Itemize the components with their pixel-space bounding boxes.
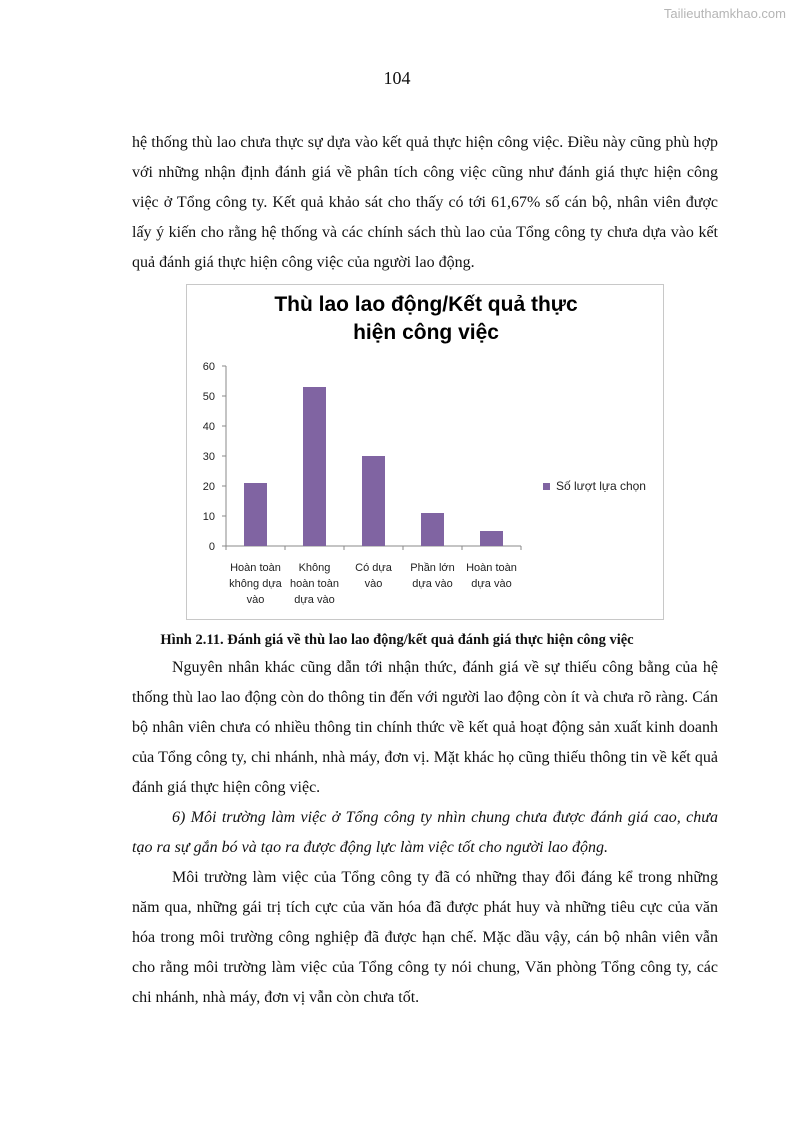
bar: [303, 387, 326, 546]
page-number: 104: [383, 68, 411, 88]
paragraph-environment: Môi trường làm việc của Tổng công ty đã có những thay đổi đáng kể trong những năm qua, những gái trị tích cực của văn hóa đã được phát huy và những tiêu cực của văn hóa trong môi trường công nghiệp đã được hạn chế. Mặc dầu vậy, cán bộ nhân viên vẫn cho rằng môi trường làm việc của Tổng công ty nói chung, Văn phòng Tổng công ty, các chi nhánh, nhà máy, đơn vị vẫn còn chưa tốt.: [132, 869, 718, 1006]
x-tick-label: vào: [246, 594, 265, 606]
y-tick-label: 50: [202, 391, 215, 403]
legend-swatch: [543, 483, 550, 490]
paragraph-intro: hệ thống thù lao chưa thực sự dựa vào kết quả thực hiện công việc. Điều này cũng phù hợp với những nhận định đánh giá về phân tích công việc cũng như đánh giá thực hiện công việc ở Tổng công ty. Kết quả khảo sát cho thấy có tới 61,67% số cán bộ, nhân viên được lấy ý kiến cho rằng hệ thống và các chính sách thù lao của Tổng công ty chưa dựa vào kết quả đánh giá thực hiện công việc của người lao động.: [132, 134, 718, 271]
x-tick-label: Hoàn toàn: [466, 562, 517, 574]
chart-plot: [187, 285, 665, 621]
x-tick-label: hoàn toàn: [290, 578, 339, 590]
y-tick-label: 10: [202, 511, 215, 523]
x-tick-label: dựa vào: [471, 578, 512, 590]
y-tick-label: 20: [202, 481, 215, 493]
y-tick-label: 30: [202, 451, 215, 463]
bar: [362, 456, 385, 546]
chart-title-line-1: Thù lao lao động/Kết quả thực: [274, 293, 578, 316]
x-tick-label: Không: [298, 562, 331, 574]
x-tick-label: dựa vào: [294, 594, 335, 606]
y-tick-label: 40: [202, 421, 215, 433]
bar: [421, 513, 444, 546]
figure-caption: Hình 2.11. Đánh giá về thù lao lao động/kết quả đánh giá thực hiện công việc: [160, 632, 634, 648]
y-tick-label: 0: [208, 541, 215, 553]
legend-label: Số lượt lựa chọn: [556, 479, 646, 493]
watermark: Tailieuthamkhao.com: [663, 6, 786, 21]
paragraph-heading-6: 6) Môi trường làm việc ở Tổng công ty nhìn chung chưa được đánh giá cao, chưa tạo ra sự gắn bó và tạo ra được động lực làm việc tốt cho người lao động.: [132, 809, 718, 856]
bar: [480, 531, 503, 546]
x-tick-label: Hoàn toàn: [230, 562, 281, 574]
x-tick-label: không dựa: [229, 578, 282, 590]
chart-title-line-2: hiện công việc: [353, 321, 499, 344]
x-tick-label: vào: [364, 578, 383, 590]
bar: [244, 483, 267, 546]
x-tick-label: Phần lớn: [410, 562, 455, 574]
bar-chart: [186, 284, 664, 620]
x-tick-label: dựa vào: [412, 578, 453, 590]
y-tick-label: 60: [202, 361, 215, 373]
x-tick-label: Có dựa: [355, 562, 392, 574]
paragraph-reason: Nguyên nhân khác cũng dẫn tới nhận thức, đánh giá về sự thiếu công bằng của hệ thống thù lao lao động còn do thông tin đến với người lao động còn ít và chưa rõ ràng. Cán bộ nhân viên chưa có nhiều thông tin chính thức về kết quả hoạt động sản xuất kinh doanh của Tổng công ty, chi nhánh, nhà máy, đơn vị. Mặt khác họ cũng thiếu thông tin về kết quả đánh giá thực hiện công việc.: [132, 659, 718, 796]
